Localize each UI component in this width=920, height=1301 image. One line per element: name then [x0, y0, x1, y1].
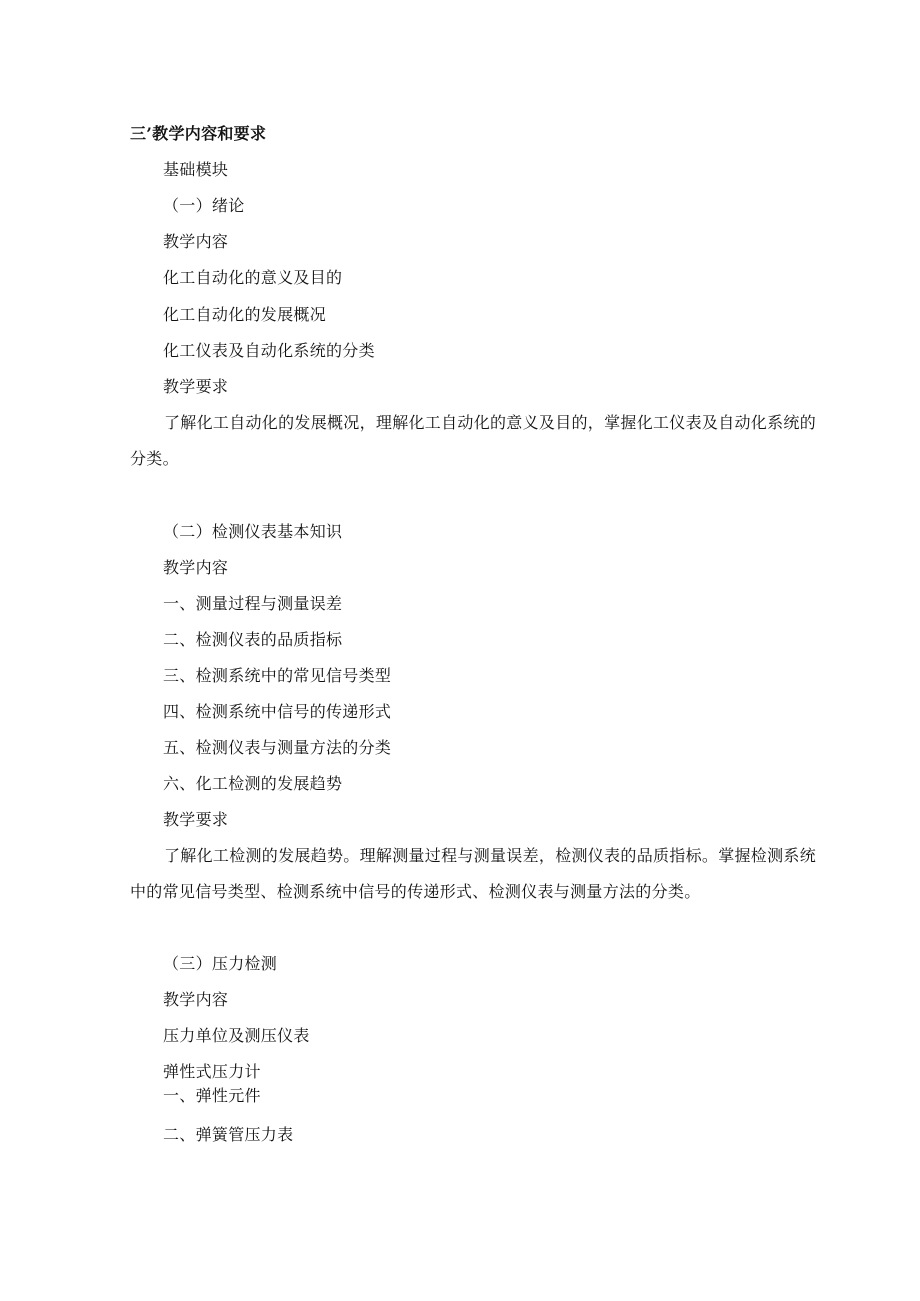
content-item: 弹性式压力计: [163, 1062, 261, 1081]
subsection-title: （二）检测仪表基本知识: [163, 522, 343, 541]
content-item: 化工自动化的意义及目的: [163, 268, 343, 287]
content-item: 四、检测系统中信号的传递形式: [163, 702, 392, 721]
content-item: 化工仪表及自动化系统的分类: [163, 341, 375, 360]
requirement-paragraph: 了解化工自动化的发展概况，理解化工自动化的意义及目的，掌握化工仪表及自动化系统的分类。: [130, 413, 817, 468]
requirement-label: 教学要求: [163, 377, 229, 396]
section-heading: 三’教学内容和要求: [130, 124, 267, 143]
module-title: 基础模块: [163, 160, 229, 179]
content-label: 教学内容: [163, 990, 229, 1009]
content-item: 一、弹性元件: [163, 1086, 261, 1105]
content-item: 压力单位及测压仪表: [163, 1026, 310, 1045]
content-label: 教学内容: [163, 232, 229, 251]
content-item: 二、弹簧管压力表: [163, 1125, 294, 1144]
requirement-paragraph: 了解化工检测的发展趋势。理解测量过程与测量误差，检测仪表的品质指标。掌握检测系统中的常见信号类型、检测系统中信号的传递形式、检测仪表与测量方法的分类。: [130, 846, 817, 901]
content-item: 二、检测仪表的品质指标: [163, 630, 343, 649]
content-item: 化工自动化的发展概况: [163, 305, 327, 324]
content-item: 五、检测仪表与测量方法的分类: [163, 738, 392, 757]
content-label: 教学内容: [163, 558, 229, 577]
requirement-label: 教学要求: [163, 810, 229, 829]
subsection-title: （一）绪论: [163, 196, 245, 215]
content-item: 六、化工检测的发展趋势: [163, 774, 343, 793]
subsection-title: （三）压力检测: [163, 954, 278, 973]
content-item: 三、检测系统中的常见信号类型: [163, 666, 392, 685]
content-item: 一、测量过程与测量误差: [163, 594, 343, 613]
